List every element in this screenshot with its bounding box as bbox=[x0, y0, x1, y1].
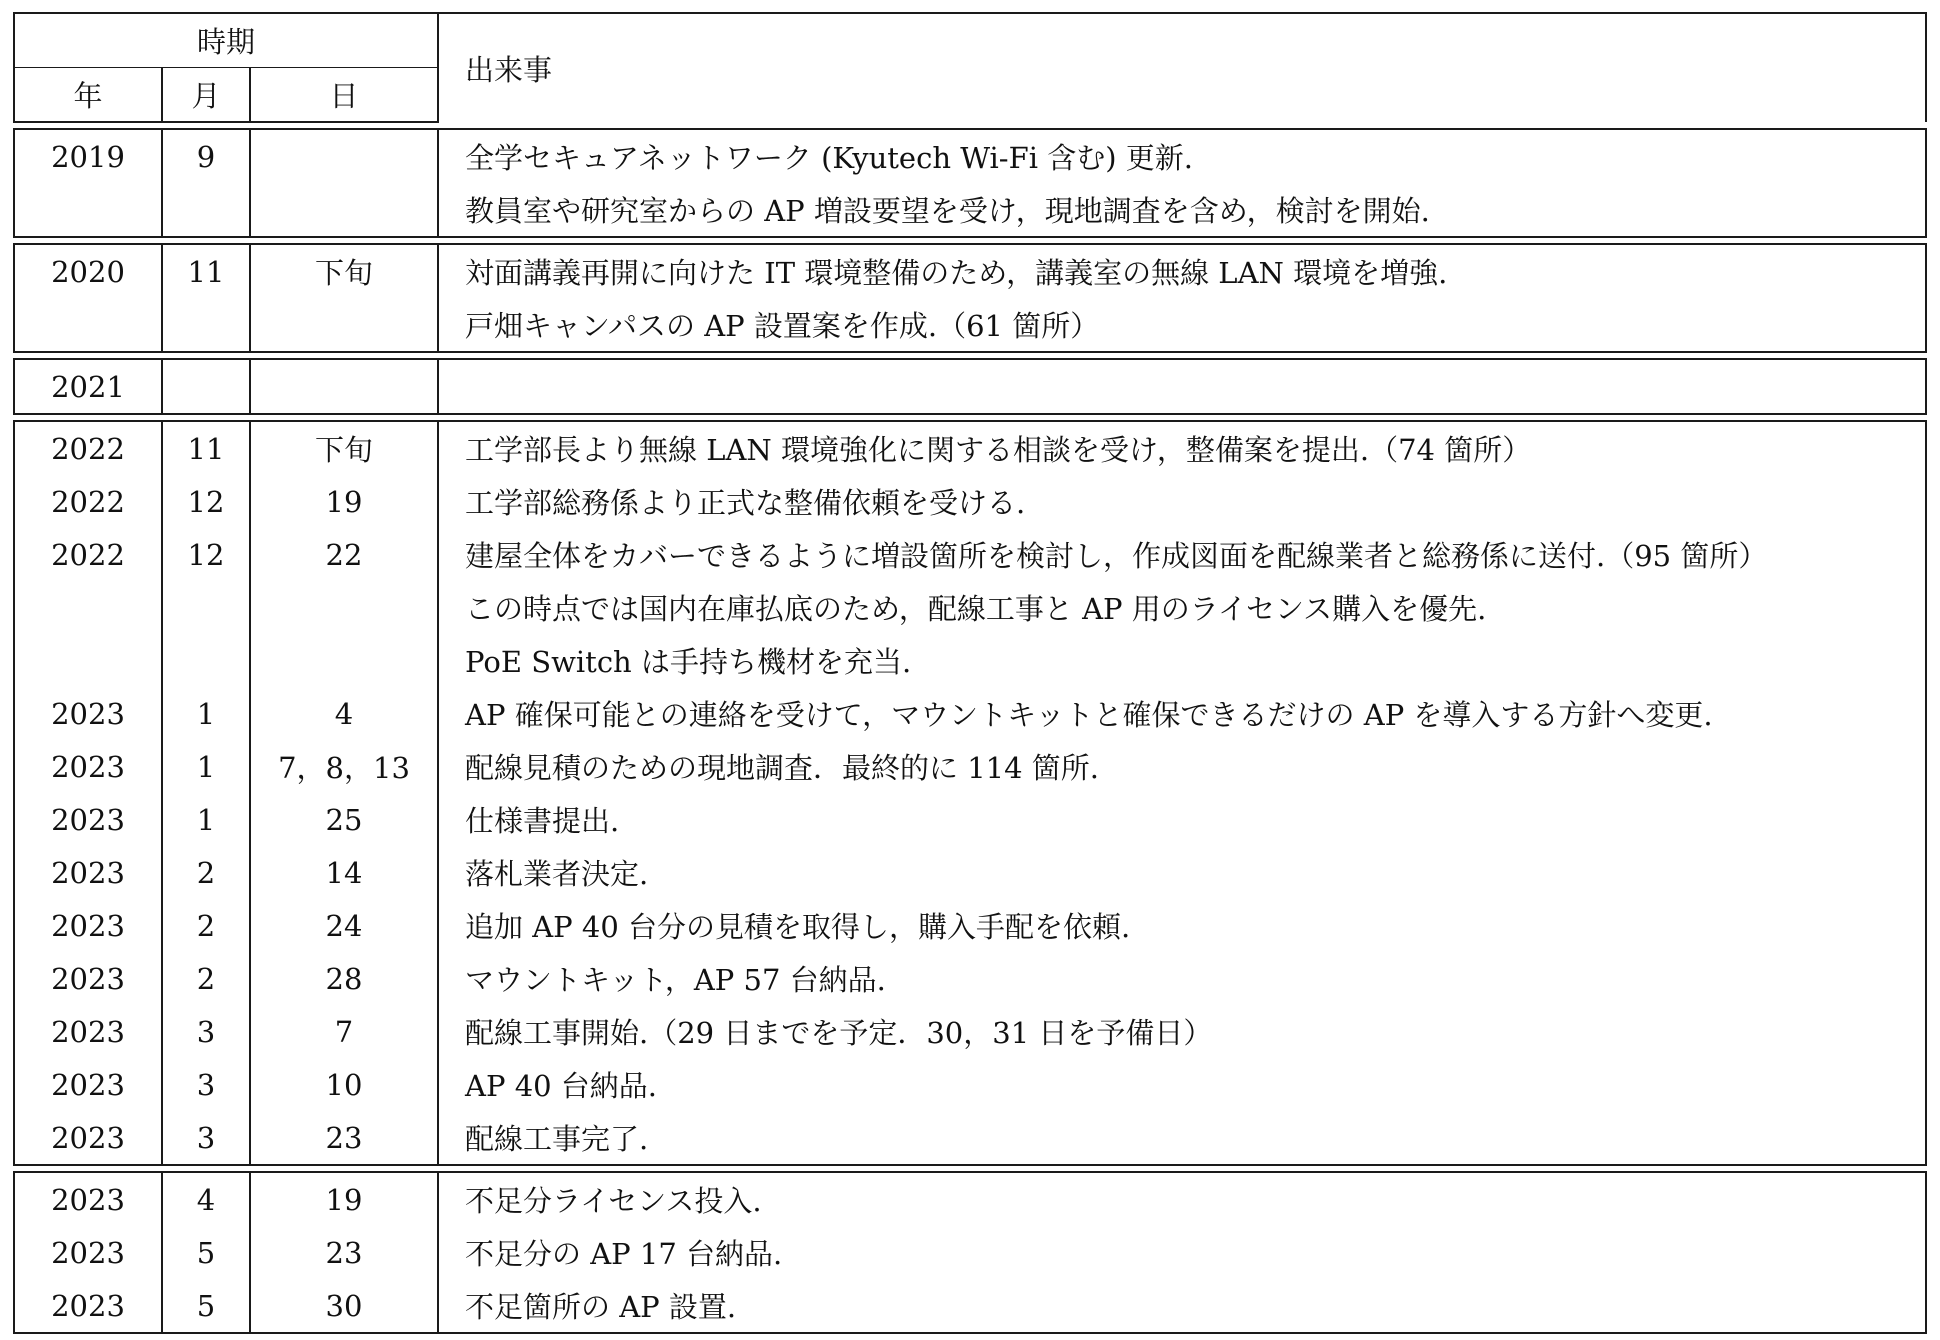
cell-day: 14 bbox=[250, 846, 438, 899]
header-year: 年 bbox=[14, 68, 162, 123]
cell-event: 落札業者決定. bbox=[438, 846, 1926, 899]
group-separator bbox=[14, 122, 1926, 129]
table-row bbox=[14, 952, 1926, 1005]
cell-year bbox=[14, 298, 162, 352]
cell-year: 2023 bbox=[14, 1172, 162, 1226]
cell-day bbox=[250, 129, 438, 183]
cell-month: 2 bbox=[162, 846, 250, 899]
cell-event: AP 40 台納品. bbox=[438, 1058, 1926, 1111]
cell-month: 3 bbox=[162, 1058, 250, 1111]
table-row bbox=[14, 740, 1926, 793]
cell-day: 下旬 bbox=[250, 244, 438, 298]
cell-day bbox=[250, 183, 438, 237]
table-row bbox=[14, 129, 1926, 183]
cell-event: 教員室や研究室からの AP 増設要望を受け，現地調査を含め，検討を開始. bbox=[438, 183, 1926, 237]
cell-day: 7 bbox=[250, 1005, 438, 1058]
cell-month: 3 bbox=[162, 1111, 250, 1165]
cell-event: 戸畑キャンパスの AP 設置案を作成.（61 箇所） bbox=[438, 298, 1926, 352]
cell-day: 4 bbox=[250, 687, 438, 740]
table-row bbox=[14, 1226, 1926, 1279]
cell-year: 2023 bbox=[14, 1005, 162, 1058]
table-row bbox=[14, 183, 1926, 237]
cell-day: 25 bbox=[250, 793, 438, 846]
cell-event: 配線見積のための現地調査．最終的に 114 箇所. bbox=[438, 740, 1926, 793]
cell-day bbox=[250, 634, 438, 687]
header-day: 日 bbox=[250, 68, 438, 123]
cell-event: マウントキット，AP 57 台納品. bbox=[438, 952, 1926, 1005]
cell-year: 2022 bbox=[14, 528, 162, 581]
cell-month bbox=[162, 183, 250, 237]
cell-event: 建屋全体をカバーできるように増設箇所を検討し，作成図面を配線業者と総務係に送付.（95 箇所） bbox=[438, 528, 1926, 581]
cell-day: 23 bbox=[250, 1226, 438, 1279]
cell-day bbox=[250, 298, 438, 352]
cell-event: 不足分の AP 17 台納品. bbox=[438, 1226, 1926, 1279]
header-event: 出来事 bbox=[438, 13, 1926, 122]
cell-day: 10 bbox=[250, 1058, 438, 1111]
cell-year: 2023 bbox=[14, 687, 162, 740]
cell-event: 工学部総務係より正式な整備依頼を受ける. bbox=[438, 475, 1926, 528]
table-row bbox=[14, 1058, 1926, 1111]
cell-year: 2023 bbox=[14, 952, 162, 1005]
table-row bbox=[14, 687, 1926, 740]
cell-month: 1 bbox=[162, 740, 250, 793]
cell-month: 3 bbox=[162, 1005, 250, 1058]
cell-month: 2 bbox=[162, 899, 250, 952]
cell-event: 配線工事完了. bbox=[438, 1111, 1926, 1165]
cell-event: PoE Switch は手持ち機材を充当. bbox=[438, 634, 1926, 687]
header-row-period bbox=[14, 13, 1926, 68]
cell-event: AP 確保可能との連絡を受けて，マウントキットと確保できるだけの AP を導入する方針へ変更. bbox=[438, 687, 1926, 740]
table-row bbox=[14, 528, 1926, 581]
cell-month bbox=[162, 634, 250, 687]
cell-month: 5 bbox=[162, 1279, 250, 1333]
cell-day: 30 bbox=[250, 1279, 438, 1333]
cell-year: 2023 bbox=[14, 740, 162, 793]
cell-year: 2019 bbox=[14, 129, 162, 183]
cell-year: 2023 bbox=[14, 899, 162, 952]
table-row bbox=[14, 634, 1926, 687]
cell-day: 22 bbox=[250, 528, 438, 581]
group-separator bbox=[14, 237, 1926, 244]
cell-year: 2023 bbox=[14, 846, 162, 899]
timeline-table bbox=[13, 12, 1927, 1334]
header-period: 時期 bbox=[14, 13, 438, 68]
cell-day: 23 bbox=[250, 1111, 438, 1165]
cell-month: 12 bbox=[162, 475, 250, 528]
cell-year: 2022 bbox=[14, 421, 162, 475]
header-month: 月 bbox=[162, 68, 250, 123]
cell-day: 下旬 bbox=[250, 421, 438, 475]
cell-month: 1 bbox=[162, 793, 250, 846]
group-separator bbox=[14, 1165, 1926, 1172]
cell-month: 2 bbox=[162, 952, 250, 1005]
group-separator bbox=[14, 352, 1926, 359]
cell-month: 11 bbox=[162, 244, 250, 298]
cell-year bbox=[14, 183, 162, 237]
cell-event bbox=[438, 359, 1926, 414]
cell-month bbox=[162, 298, 250, 352]
table-row bbox=[14, 298, 1926, 352]
table-row bbox=[14, 581, 1926, 634]
cell-event: 配線工事開始.（29 日までを予定．30，31 日を予備日） bbox=[438, 1005, 1926, 1058]
cell-year: 2022 bbox=[14, 475, 162, 528]
table-row bbox=[14, 1279, 1926, 1333]
table-row bbox=[14, 1172, 1926, 1226]
cell-month: 11 bbox=[162, 421, 250, 475]
table-row bbox=[14, 899, 1926, 952]
table-row bbox=[14, 846, 1926, 899]
cell-day: 24 bbox=[250, 899, 438, 952]
cell-day: 19 bbox=[250, 1172, 438, 1226]
table-row bbox=[14, 421, 1926, 475]
table-row bbox=[14, 793, 1926, 846]
cell-event: 不足箇所の AP 設置. bbox=[438, 1279, 1926, 1333]
cell-event: 工学部長より無線 LAN 環境強化に関する相談を受け，整備案を提出.（74 箇所） bbox=[438, 421, 1926, 475]
cell-month: 9 bbox=[162, 129, 250, 183]
table-row bbox=[14, 244, 1926, 298]
cell-event: 仕様書提出. bbox=[438, 793, 1926, 846]
cell-day: 19 bbox=[250, 475, 438, 528]
group-separator bbox=[14, 414, 1926, 421]
table-row bbox=[14, 1005, 1926, 1058]
cell-year bbox=[14, 634, 162, 687]
cell-year: 2023 bbox=[14, 1111, 162, 1165]
cell-day bbox=[250, 359, 438, 414]
table-row bbox=[14, 359, 1926, 414]
cell-month: 4 bbox=[162, 1172, 250, 1226]
cell-month: 5 bbox=[162, 1226, 250, 1279]
cell-year: 2020 bbox=[14, 244, 162, 298]
cell-month bbox=[162, 581, 250, 634]
cell-year: 2023 bbox=[14, 1279, 162, 1333]
cell-event: この時点では国内在庫払底のため，配線工事と AP 用のライセンス購入を優先. bbox=[438, 581, 1926, 634]
cell-event: 対面講義再開に向けた IT 環境整備のため，講義室の無線 LAN 環境を増強. bbox=[438, 244, 1926, 298]
cell-month: 1 bbox=[162, 687, 250, 740]
cell-day bbox=[250, 581, 438, 634]
table-row bbox=[14, 1111, 1926, 1165]
cell-day: 28 bbox=[250, 952, 438, 1005]
table-row bbox=[14, 475, 1926, 528]
cell-day: 7，8，13 bbox=[250, 740, 438, 793]
cell-year: 2023 bbox=[14, 1226, 162, 1279]
cell-month bbox=[162, 359, 250, 414]
cell-year: 2023 bbox=[14, 793, 162, 846]
cell-year: 2023 bbox=[14, 1058, 162, 1111]
cell-month: 12 bbox=[162, 528, 250, 581]
cell-year: 2021 bbox=[14, 359, 162, 414]
cell-event: 不足分ライセンス投入. bbox=[438, 1172, 1926, 1226]
cell-year bbox=[14, 581, 162, 634]
cell-event: 全学セキュアネットワーク (Kyutech Wi-Fi 含む) 更新. bbox=[438, 129, 1926, 183]
cell-event: 追加 AP 40 台分の見積を取得し，購入手配を依頼. bbox=[438, 899, 1926, 952]
